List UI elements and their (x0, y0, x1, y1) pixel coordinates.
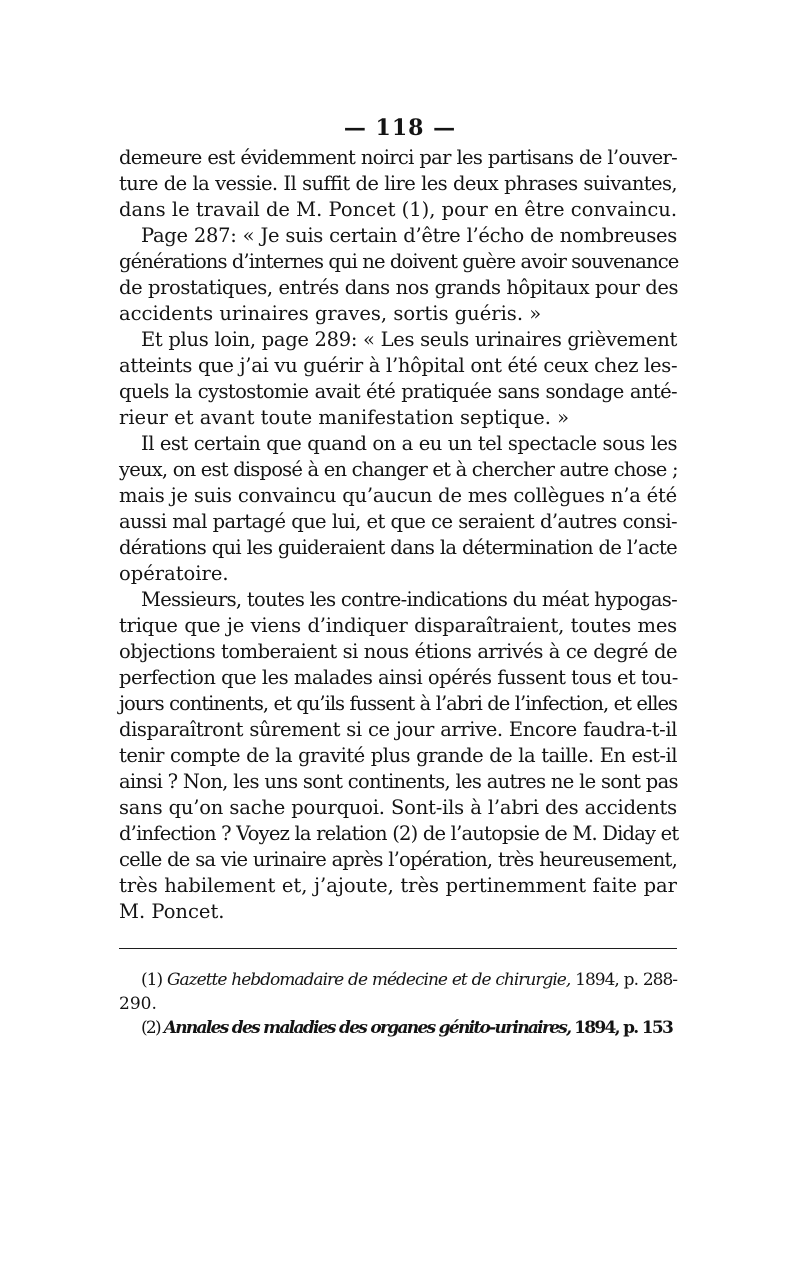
footnotes (119, 968, 677, 1040)
page-number: — 118 — (343, 115, 457, 141)
text-line: yeux, on est disposé à en changer et à chercher autre chose ; (119, 458, 678, 481)
text-line: ainsi ? Non, les uns sont continents, les autres ne le sont pas (119, 770, 678, 793)
text-line: Et plus loin, page 289: « Les seuls urinaires grièvement (141, 328, 677, 351)
footnote-2 (119, 1016, 677, 1040)
text-line: quels la cystostomie avait été pratiquée sans sondage anté- (119, 380, 677, 403)
text-line: atteints que j’ai vu guérir à l’hôpital ont été ceux chez les- (119, 354, 678, 377)
text-line: tenir compte de la gravité plus grande de la taille. En est-il (119, 744, 677, 767)
text-line: Page 287: « Je suis certain d’être l’écho de nombreuses (141, 224, 677, 247)
footnote-1-title: Gazette hebdomadaire de médecine et de chirurgie, (166, 970, 571, 990)
body-text (119, 145, 677, 925)
footnote-divider (119, 948, 677, 949)
text-line: générations d’internes qui ne doivent guère avoir souvenance (119, 250, 679, 273)
text-line: aussi mal partagé que lui, et que ce seraient d’autres consi- (119, 510, 677, 533)
footnote-2-title: Annales des maladies des organes génito-urinaires, (163, 1018, 571, 1038)
text-line: trique que je viens d’indiquer disparaîtraient, toutes mes (119, 614, 677, 637)
text-line: très habilement et, j’ajoute, très pertinemment faite par (119, 874, 677, 897)
footnote-1 (119, 968, 677, 992)
text-line: de prostatiques, entrés dans nos grands hôpitaux pour des (119, 276, 679, 299)
text-line: dans le travail de M. Poncet (1), pour en être convaincu. (119, 198, 678, 221)
footnote-1-continuation: 290. (119, 994, 157, 1014)
text-line: celle de sa vie urinaire après l’opération, très heureusement, (119, 848, 677, 871)
text-line: disparaîtront sûrement si ce jour arrive. Encore faudra-t-il (119, 718, 677, 741)
footnote-1-ref: 1894, p. 288- (575, 970, 678, 990)
text-line: accidents urinaires graves, sortis guéris. » (119, 302, 542, 325)
text-line: demeure est évidemment noirci par les partisans de l’ouver- (119, 146, 677, 169)
text-line: M. Poncet. (119, 900, 225, 923)
footnote-2-number: (2) (141, 1018, 160, 1038)
text-line: rieur et avant toute manifestation septique. » (119, 406, 570, 429)
footnote-1-number: (1) (141, 970, 163, 990)
text-line: d’infection ? Voyez la relation (2) de l’autopsie de M. Diday et (119, 822, 679, 845)
text-line: perfection que les malades ainsi opérés fussent tous et tou- (119, 666, 678, 689)
text-line: jours continents, et qu’ils fussent à l’abri de l’infection, et elles (119, 692, 677, 715)
text-line: opératoire. (119, 562, 229, 585)
footnote-2-ref: 1894, p. 153 (574, 1018, 673, 1038)
text-line: Messieurs, toutes les contre-indications du méat hypogas- (141, 588, 677, 611)
text-line: ture de la vessie. Il suffit de lire les deux phrases suivantes, (119, 172, 677, 195)
text-line: objections tomberaient si nous étions arrivés à ce degré de (119, 640, 677, 663)
text-line: dérations qui les guideraient dans la détermination de l’acte (119, 536, 677, 559)
text-line: Il est certain que quand on a eu un tel spectacle sous les (141, 432, 677, 455)
text-line: mais je suis convaincu qu’aucun de mes collègues n’a été (119, 484, 677, 507)
text-line: sans qu’on sache pourquoi. Sont-ils à l’abri des accidents (119, 796, 677, 819)
